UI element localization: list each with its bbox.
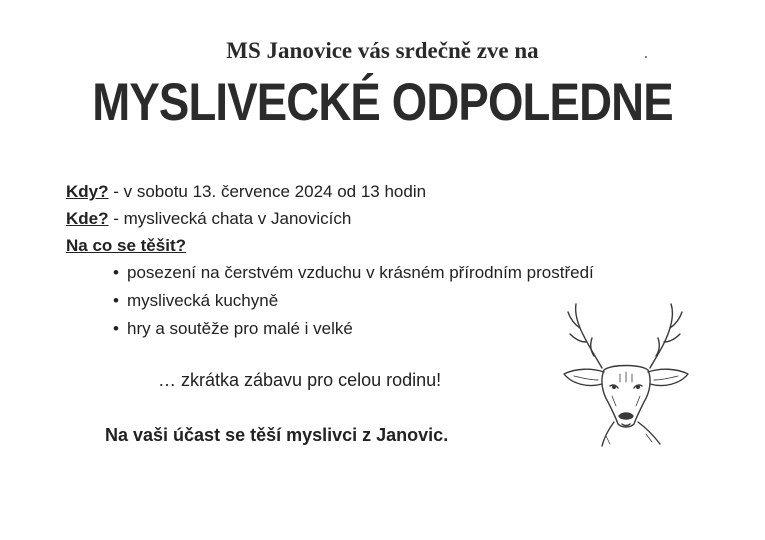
closing-line: Na vaši účast se těší myslivci z Janovic. — [105, 425, 449, 445]
bullet-icon: • — [113, 291, 119, 310]
tagline: … zkrátka zábavu pro celou rodinu! — [158, 370, 442, 390]
activity-text: myslivecká kuchyně — [127, 291, 279, 310]
activity-list — [113, 263, 594, 347]
invitation-subtitle: MS Janovice vás srdečně zve na — [226, 38, 539, 63]
list-item — [113, 291, 594, 319]
bullet-icon: • — [113, 263, 119, 282]
what-label: Na co se těšit? — [66, 236, 186, 255]
event-title: MYSLIVECKÉ ODPOLEDNE — [92, 73, 673, 132]
activity-text: posezení na čerstvém vzduchu v krásném přírodním prostředí — [127, 263, 594, 282]
when-row — [66, 182, 426, 202]
where-row — [66, 209, 351, 229]
activity-text: hry a soutěže pro malé i velké — [127, 319, 353, 338]
where-label: Kde? — [66, 209, 109, 228]
when-text: - v sobotu 13. července 2024 od 13 hodin — [108, 182, 427, 201]
where-text: - myslivecká chata v Janovicích — [108, 209, 352, 228]
bullet-icon: • — [113, 319, 119, 338]
list-item — [113, 263, 594, 291]
when-label: Kdy? — [66, 182, 109, 201]
list-item — [113, 319, 594, 347]
deer-head-icon — [556, 298, 696, 448]
what-row — [66, 236, 186, 256]
